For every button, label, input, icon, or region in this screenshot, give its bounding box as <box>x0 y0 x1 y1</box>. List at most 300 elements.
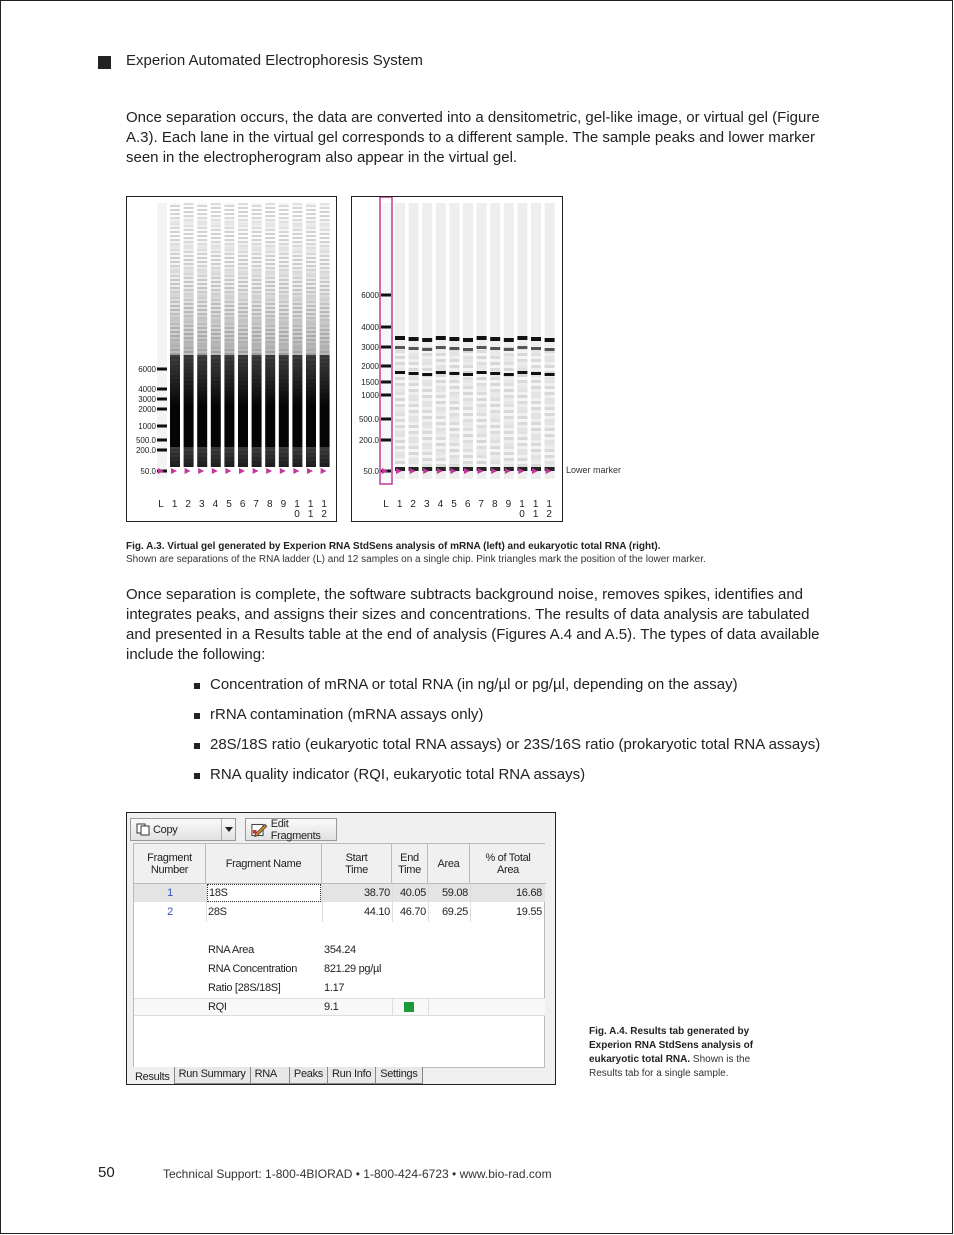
smear-band <box>211 345 221 347</box>
smear-band <box>265 279 275 281</box>
smear-band <box>292 441 302 443</box>
smear-band <box>265 229 275 231</box>
column-header-area[interactable]: Area <box>428 844 470 884</box>
background-band <box>490 431 500 434</box>
background-band <box>504 443 514 446</box>
background-band <box>463 368 473 371</box>
background-band <box>490 401 500 404</box>
background-band <box>477 464 487 467</box>
smear-band <box>320 259 330 261</box>
background-band <box>395 374 405 377</box>
smear-band <box>265 231 275 233</box>
smear-band <box>306 249 316 251</box>
smear-band <box>252 275 262 277</box>
smear-band <box>224 427 234 429</box>
smear-band <box>265 287 275 289</box>
smear-band <box>320 377 330 379</box>
smear-band <box>292 227 302 229</box>
smear-band <box>292 271 302 273</box>
smear-band <box>211 389 221 391</box>
smear-band <box>238 461 248 463</box>
smear-band <box>279 385 289 387</box>
smear-band <box>306 247 316 249</box>
smear-band <box>320 225 330 227</box>
smear-band <box>170 317 180 319</box>
smear-band <box>184 409 194 411</box>
smear-band <box>170 271 180 273</box>
smear-band <box>170 449 180 451</box>
tab-peaks[interactable]: Peaks <box>289 1067 328 1084</box>
smear-band <box>211 425 221 427</box>
smear-band <box>279 335 289 337</box>
ladder-lane <box>381 203 391 479</box>
smear-band <box>265 429 275 431</box>
background-band <box>490 428 500 431</box>
smear-band <box>211 307 221 309</box>
smear-band <box>265 455 275 457</box>
background-band <box>517 359 527 362</box>
chevron-down-icon[interactable] <box>221 819 235 840</box>
smear-band <box>306 409 316 411</box>
background-band <box>490 404 500 407</box>
smear-band <box>238 259 248 261</box>
smear-band <box>184 357 194 359</box>
smear-band <box>238 431 248 433</box>
smear-band <box>306 407 316 409</box>
smear-band <box>252 375 262 377</box>
background-band <box>545 440 555 443</box>
smear-band <box>265 301 275 303</box>
smear-band <box>211 399 221 401</box>
background-band <box>517 452 527 455</box>
smear-band <box>279 219 289 221</box>
smear-band <box>306 235 316 237</box>
smear-band <box>238 423 248 425</box>
smear-band <box>211 259 221 261</box>
smear-band <box>197 393 207 395</box>
smear-band <box>238 361 248 363</box>
rrna-18s-band <box>517 371 527 374</box>
smear-band <box>197 219 207 221</box>
smear-band <box>197 307 207 309</box>
smear-band <box>320 369 330 371</box>
background-band <box>517 449 527 452</box>
smear-band <box>224 305 234 307</box>
rrna-28s-shadow <box>490 347 500 350</box>
smear-band <box>184 457 194 459</box>
smear-band <box>279 343 289 345</box>
smear-band <box>184 221 194 223</box>
smear-band <box>292 353 302 355</box>
smear-band <box>306 427 316 429</box>
smear-band <box>211 465 221 467</box>
smear-band <box>170 411 180 413</box>
rrna-28s-band <box>436 336 446 340</box>
smear-band <box>279 327 289 329</box>
smear-band <box>238 243 248 245</box>
smear-band <box>306 367 316 369</box>
smear-band <box>197 229 207 231</box>
smear-band <box>238 413 248 415</box>
smear-band <box>197 377 207 379</box>
smear-band <box>238 391 248 393</box>
smear-band <box>279 457 289 459</box>
column-header-fragment-name[interactable]: Fragment Name <box>206 844 322 884</box>
ladder-lane <box>157 203 167 479</box>
smear-band <box>292 345 302 347</box>
column-header-percent-total-area[interactable]: % of Total Area <box>470 844 546 884</box>
smear-band <box>320 237 330 239</box>
smear-band <box>170 255 180 257</box>
tab-settings[interactable]: Settings <box>375 1067 422 1084</box>
smear-band <box>320 279 330 281</box>
smear-band <box>184 461 194 463</box>
smear-band <box>238 303 248 305</box>
smear-band <box>170 281 180 283</box>
smear-band <box>265 273 275 275</box>
smear-band <box>279 221 289 223</box>
smear-band <box>265 311 275 313</box>
smear-band <box>252 413 262 415</box>
smear-band <box>265 439 275 441</box>
background-band <box>395 443 405 446</box>
smear-band <box>211 289 221 291</box>
smear-band <box>306 349 316 351</box>
smear-band <box>224 335 234 337</box>
smear-band <box>279 339 289 341</box>
background-band <box>436 368 446 371</box>
lane-label: 6 <box>464 499 471 510</box>
smear-band <box>252 381 262 383</box>
smear-band <box>184 247 194 249</box>
smear-band <box>306 455 316 457</box>
smear-band <box>279 261 289 263</box>
smear-band <box>279 439 289 441</box>
smear-band <box>306 317 316 319</box>
smear-band <box>184 267 194 269</box>
tab-run-summary[interactable]: Run Summary <box>174 1067 251 1084</box>
smear-band <box>265 461 275 463</box>
smear-band <box>252 421 262 423</box>
background-band <box>490 383 500 386</box>
rrna-28s-shadow <box>449 347 459 350</box>
smear-band <box>292 417 302 419</box>
background-band <box>449 404 459 407</box>
tab-rna[interactable]: RNA <box>250 1067 290 1084</box>
smear-band <box>224 363 234 365</box>
smear-band <box>279 297 289 299</box>
smear-band <box>306 393 316 395</box>
smear-band <box>184 449 194 451</box>
background-band <box>422 452 432 455</box>
smear-band <box>197 281 207 283</box>
smear-band <box>197 257 207 259</box>
smear-band <box>265 333 275 335</box>
smear-band <box>238 421 248 423</box>
background-band <box>517 380 527 383</box>
tab-results[interactable]: Results <box>130 1067 175 1084</box>
background-band <box>517 392 527 395</box>
background-band <box>545 386 555 389</box>
lane-label: 1 <box>532 509 539 520</box>
smear-band <box>197 263 207 265</box>
smear-band <box>211 247 221 249</box>
smear-band <box>252 305 262 307</box>
smear-band <box>170 331 180 333</box>
smear-band <box>197 221 207 223</box>
background-band <box>531 386 541 389</box>
smear-band <box>170 203 180 205</box>
background-band <box>490 392 500 395</box>
smear-band <box>238 373 248 375</box>
summary-label-rna-area: RNA Area <box>208 944 254 956</box>
smear-band <box>306 463 316 465</box>
fragment-name-cell[interactable]: 28S <box>208 906 227 918</box>
smear-band <box>306 255 316 257</box>
figure-a3-caption <box>126 541 846 565</box>
smear-band <box>279 377 289 379</box>
smear-band <box>184 205 194 207</box>
background-band <box>463 401 473 404</box>
smear-band <box>170 209 180 211</box>
background-band <box>531 437 541 440</box>
smear-band <box>170 349 180 351</box>
background-band <box>545 422 555 425</box>
smear-band <box>306 257 316 259</box>
smear-band <box>197 437 207 439</box>
smear-band <box>320 319 330 321</box>
smear-band <box>292 229 302 231</box>
background-band <box>490 380 500 383</box>
smear-band <box>279 215 289 217</box>
smear-band <box>184 417 194 419</box>
background-band <box>477 395 487 398</box>
smear-band <box>170 223 180 225</box>
fragment-name-cell[interactable]: 18S <box>207 884 321 902</box>
smear-band <box>306 439 316 441</box>
smear-band <box>252 299 262 301</box>
smear-band <box>265 369 275 371</box>
smear-band <box>279 295 289 297</box>
tab-run-info[interactable]: Run Info <box>327 1067 376 1084</box>
background-band <box>422 440 432 443</box>
smear-band <box>197 215 207 217</box>
smear-band <box>252 409 262 411</box>
smear-band <box>170 431 180 433</box>
fragment-number: 1 <box>167 887 173 899</box>
smear-band <box>197 321 207 323</box>
smear-band <box>252 311 262 313</box>
smear-band <box>292 253 302 255</box>
smear-band <box>306 399 316 401</box>
smear-band <box>184 301 194 303</box>
smear-band <box>224 319 234 321</box>
smear-band <box>252 415 262 417</box>
smear-band <box>197 385 207 387</box>
smear-band <box>211 243 221 245</box>
background-band <box>490 365 500 368</box>
smear-band <box>197 461 207 463</box>
background-band <box>531 461 541 464</box>
smear-band <box>320 231 330 233</box>
smear-band <box>197 285 207 287</box>
background-band <box>449 422 459 425</box>
smear-band <box>265 283 275 285</box>
smear-band <box>252 411 262 413</box>
smear-band <box>224 407 234 409</box>
background-band <box>395 458 405 461</box>
smear-band <box>279 397 289 399</box>
background-band <box>409 455 419 458</box>
background-band <box>545 380 555 383</box>
smear-band <box>279 253 289 255</box>
ladder-size-label: 4000 <box>361 323 379 332</box>
smear-band <box>224 353 234 355</box>
smear-band <box>238 249 248 251</box>
smear-band <box>238 353 248 355</box>
background-band <box>449 380 459 383</box>
smear-band <box>211 363 221 365</box>
background-band <box>545 359 555 362</box>
smear-band <box>320 291 330 293</box>
smear-band <box>279 419 289 421</box>
smear-band <box>224 321 234 323</box>
smear-band <box>224 459 234 461</box>
smear-band <box>292 259 302 261</box>
smear-band <box>320 459 330 461</box>
smear-band <box>170 205 180 207</box>
smear-band <box>265 305 275 307</box>
smear-band <box>238 229 248 231</box>
smear-band <box>211 413 221 415</box>
smear-band <box>170 403 180 405</box>
smear-band <box>265 391 275 393</box>
smear-band <box>211 223 221 225</box>
smear-band <box>184 291 194 293</box>
smear-band <box>184 225 194 227</box>
smear-band <box>211 351 221 353</box>
background-band <box>463 446 473 449</box>
smear-band <box>197 279 207 281</box>
background-band <box>436 359 446 362</box>
smear-band <box>306 365 316 367</box>
background-band <box>449 362 459 365</box>
background-band <box>409 464 419 467</box>
smear-band <box>279 401 289 403</box>
smear-band <box>184 295 194 297</box>
smear-band <box>320 445 330 447</box>
smear-band <box>224 297 234 299</box>
smear-band <box>170 239 180 241</box>
footer-support-text: Technical Support: 1-800-4BIORAD • 1-800-424-6723 • www.bio-rad.com <box>163 1167 552 1181</box>
smear-band <box>170 273 180 275</box>
background-band <box>436 389 446 392</box>
smear-band <box>306 287 316 289</box>
smear-band <box>279 449 289 451</box>
smear-band <box>320 351 330 353</box>
smear-band <box>184 345 194 347</box>
smear-band <box>184 379 194 381</box>
lane-label: 1 <box>307 509 314 520</box>
smear-band <box>224 443 234 445</box>
smear-band <box>211 431 221 433</box>
smear-band <box>306 277 316 279</box>
column-header-fragment-number[interactable]: Fragment Number <box>134 844 206 884</box>
smear-band <box>265 265 275 267</box>
smear-band <box>265 389 275 391</box>
smear-band <box>184 383 194 385</box>
background-band <box>531 449 541 452</box>
smear-band <box>238 387 248 389</box>
smear-band <box>184 371 194 373</box>
smear-band <box>197 383 207 385</box>
smear-band <box>252 321 262 323</box>
smear-band <box>184 377 194 379</box>
background-band <box>436 386 446 389</box>
smear-band <box>265 215 275 217</box>
smear-band <box>292 365 302 367</box>
smear-band <box>170 369 180 371</box>
background-band <box>531 392 541 395</box>
virtual-gel-left <box>126 196 337 522</box>
background-band <box>517 365 527 368</box>
smear-band <box>252 401 262 403</box>
edit-fragments-button[interactable]: Edit Fragments <box>245 818 337 841</box>
background-band <box>463 356 473 359</box>
smear-band <box>170 437 180 439</box>
smear-band <box>265 465 275 467</box>
smear-band <box>265 255 275 257</box>
smear-band <box>238 409 248 411</box>
background-band <box>463 449 473 452</box>
smear-band <box>211 369 221 371</box>
smear-band <box>279 433 289 435</box>
smear-band <box>265 379 275 381</box>
smear-band <box>170 357 180 359</box>
smear-band <box>252 205 262 207</box>
smear-band <box>292 339 302 341</box>
background-band <box>490 389 500 392</box>
column-header-end-time[interactable]: End Time <box>392 844 428 884</box>
smear-band <box>184 387 194 389</box>
smear-band <box>238 447 248 449</box>
smear-band <box>265 337 275 339</box>
ladder-size-label: 50.0 <box>363 467 379 476</box>
smear-band <box>238 377 248 379</box>
smear-band <box>292 393 302 395</box>
background-band <box>477 419 487 422</box>
smear-band <box>170 283 180 285</box>
smear-band <box>252 307 262 309</box>
background-band <box>395 353 405 356</box>
column-header-start-time[interactable]: Start Time <box>322 844 392 884</box>
smear-band <box>224 239 234 241</box>
copy-button[interactable]: Copy <box>130 818 236 841</box>
smear-band <box>238 401 248 403</box>
rrna-28s-band <box>449 337 459 341</box>
smear-band <box>224 229 234 231</box>
smear-band <box>252 319 262 321</box>
smear-band <box>211 371 221 373</box>
smear-band <box>306 329 316 331</box>
smear-band <box>197 255 207 257</box>
background-band <box>436 404 446 407</box>
smear-band <box>306 429 316 431</box>
smear-band <box>197 455 207 457</box>
background-band <box>463 458 473 461</box>
background-band <box>545 431 555 434</box>
smear-band <box>306 251 316 253</box>
